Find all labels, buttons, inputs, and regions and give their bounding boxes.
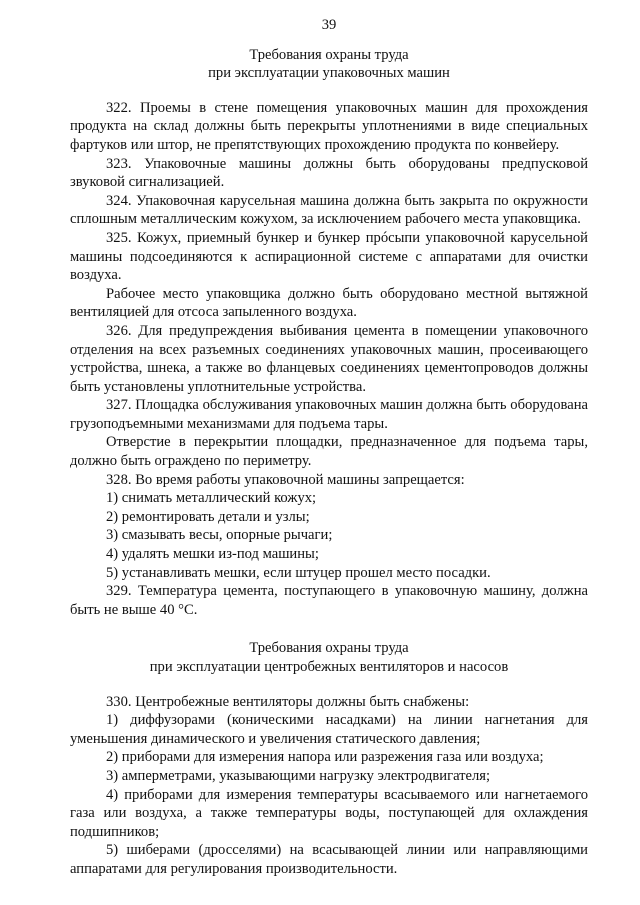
list-item: 4) приборами для измерения температуры всасываемого или нагнетаемого газа или воздуха, а также температуры воды, поступающей для охлаждения подшипников; — [70, 786, 588, 840]
paragraph-330: 330. Центробежные вентиляторы должны быть снабжены: — [106, 693, 470, 710]
paragraph-327: 327. Площадка обслуживания упаковочных машин должна быть оборудована грузоподъемными механизмами для подъема тары. — [70, 397, 588, 432]
list-item: 3) смазывать весы, опорные рычаги; — [106, 527, 333, 544]
paragraph: Рабочее место упаковщика должно быть оборудовано местной вытяжной вентиляцией для отсоса запыленного воздуха. — [70, 285, 588, 321]
list-item: 3) амперметрами, указывающими нагрузку электродвигателя; — [106, 767, 491, 784]
list-item: 2) ремонтировать детали и узлы; — [106, 508, 310, 525]
section-heading-line: при эксплуатации центробежных вентиляторов и насосов — [149, 659, 509, 675]
list-item: 5) устанавливать мешки, если штуцер прошел место посадки. — [106, 564, 491, 581]
paragraph-328: 328. Во время работы упаковочной машины запрещается: — [106, 471, 465, 488]
list-item: 1) диффузорами (коническими насадками) на линии нагнетания для уменьшения динамического и увеличения статического давления; — [70, 712, 588, 747]
section-heading-packing-machines — [70, 46, 588, 83]
paragraph-325: 325. Кожух, приемный бункер и бункер прóсыпи упаковочной карусельной машины подсоединяются к аспирационной системе с аппаратами для очистки воздуха. — [70, 229, 588, 284]
list-item: 4) удалять мешки из-под машины; — [106, 546, 319, 563]
paragraph-329: 329. Температура цемента, поступающего в упаковочную машину, должна быть не выше 40 °С. — [70, 583, 588, 618]
section-heading-line: при эксплуатации упаковочных машин — [208, 65, 450, 82]
list-item: 5) шиберами (дросселями) на всасывающей линии или направляющими аппаратами для регулирования производительности. — [70, 842, 588, 877]
paragraph-326: 326. Для предупреждения выбивания цемента в помещении упаковочного отделения на всех разъемных соединениях упаковочных машин, просеивающего устройства, шнека, а также во фланцевых соединениях цементопроводов должны быть установлены уплотнительные устройства. — [70, 322, 588, 395]
section-heading-line: Требования охраны труда — [249, 46, 409, 63]
page-number: 39 — [321, 17, 337, 33]
paragraph-324: 324. Упаковочная карусельная машина должна быть закрыта по окружности сплошным металлическим кожухом, за исключением рабочего места упаковщика. — [70, 192, 588, 228]
list-item: 1) снимать металлический кожух; — [106, 490, 317, 507]
list-item: 2) приборами для измерения напора или разрежения газа или воздуха; — [106, 749, 544, 766]
section-body-fans-pumps — [70, 693, 588, 879]
paragraph: Отверстие в перекрытии площадки, предназначенное для подъема тары, должно быть ограждено по периметру. — [70, 434, 588, 470]
section-heading-line: Требования охраны труда — [249, 640, 409, 657]
section-heading-fans-pumps — [70, 639, 588, 676]
section-body-packing-machines — [70, 99, 588, 620]
paragraph-322: 322. Проемы в стене помещения упаковочных машин для прохождения продукта на склад должны быть перекрыты уплотнениями в виде специальных фартуков или штор, не препятствующих прохождению продукта по конвейеру. — [70, 99, 588, 153]
paragraph-323: 323. Упаковочные машины должны быть оборудованы предпусковой звуковой сигнализацией. — [70, 155, 588, 191]
